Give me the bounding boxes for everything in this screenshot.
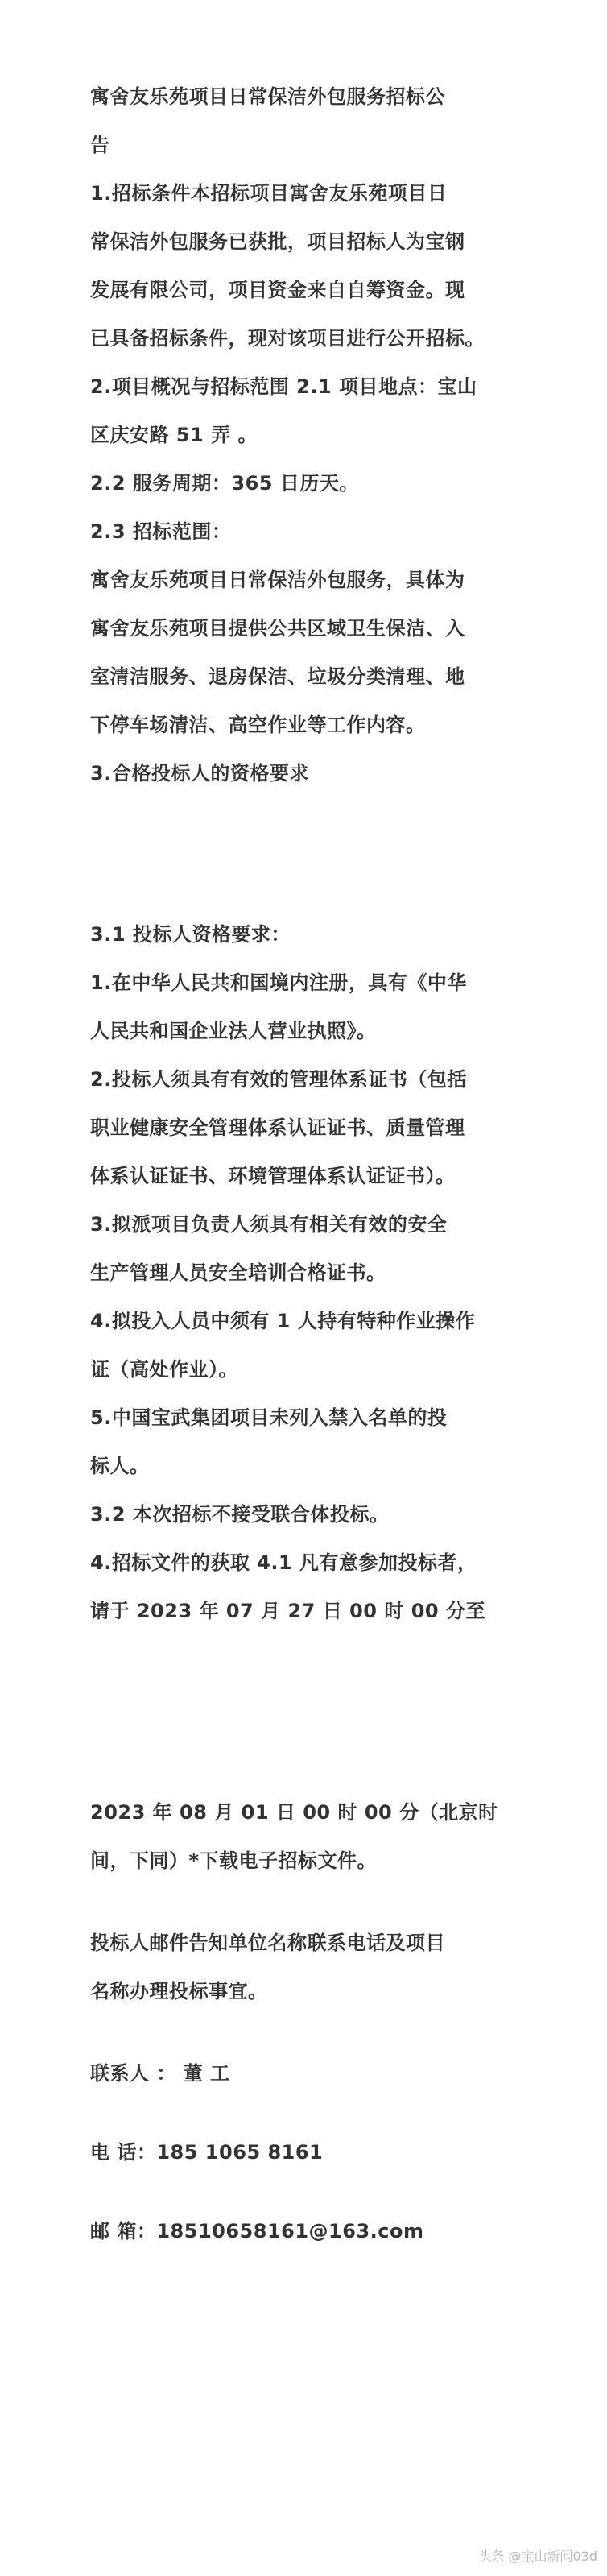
text-line: 3.拟派项目负责人须具有相关有效的安全 <box>90 1213 448 1236</box>
text-line: 标人。 <box>90 1455 150 1477</box>
section-qualifications <box>90 910 525 1635</box>
text-line: 已具备招标条件，现对该项目进行公开招标。 <box>90 327 485 350</box>
text-line: 2.项目概况与招标范围 2.1 项目地点：宝山 <box>90 375 477 398</box>
text-line: 职业健康安全管理体系认证证书、质量管理 <box>90 1116 465 1139</box>
text-line: 证（高处作业）。 <box>90 1358 238 1381</box>
text-line: 寓舍友乐苑项目日常保洁外包服务，具体为 <box>90 569 465 591</box>
contact-email <box>90 2207 525 2255</box>
section-download-period <box>90 1788 525 1885</box>
text-line: 2.投标人须具有有效的管理体系证书（包括 <box>90 1068 467 1091</box>
section-email-instructions <box>90 1919 525 2015</box>
text-line: 告 <box>90 134 110 156</box>
text-line: 寓舍友乐苑项目日常保洁外包服务招标公 <box>90 85 445 108</box>
contact-phone <box>90 2128 525 2176</box>
watermark: 头条 @宝山新闻03d <box>478 2549 597 2564</box>
text-line: 寓舍友乐苑项目提供公共区域卫生保洁、入 <box>90 617 465 640</box>
text-line: 间，下同）*下载电子招标文件。 <box>90 1849 378 1872</box>
text-line: 3.1 投标人资格要求： <box>90 923 291 946</box>
text-line: 3.合格投标人的资格要求 <box>90 762 309 785</box>
text-line: 请于 2023 年 07 月 27 日 00 时 00 分至 <box>90 1600 485 1622</box>
text-line: 体系认证证书、环境管理体系认证证书）。 <box>90 1165 456 1187</box>
text-line: 1.在中华人民共和国境内注册，具有《中华 <box>90 971 467 994</box>
text-line: 4.招标文件的获取 4.1 凡有意参加投标者， <box>90 1551 477 1574</box>
text-line: 生产管理人员安全培训合格证书。 <box>90 1261 386 1284</box>
contact-person <box>90 2049 525 2098</box>
section-intro <box>90 72 525 797</box>
text-line: 2023 年 08 月 01 日 00 时 00 分（北京时 <box>90 1801 498 1824</box>
text-line: 4.拟投入人员中须有 1 人持有特种作业操作 <box>90 1310 476 1332</box>
text-line: 常保洁外包服务已获批，项目招标人为宝钢 <box>90 230 465 253</box>
text-line: 1.招标条件本招标项目寓舍友乐苑项目日 <box>90 182 448 205</box>
text-line: 5.中国宝武集团项目未列入禁入名单的投 <box>90 1406 448 1429</box>
text-line: 下停车场清洁、高空作业等工作内容。 <box>90 714 426 736</box>
contact-person-text: 联系人 ： 董 工 <box>90 2062 230 2085</box>
text-line: 2.2 服务周期：365 日历天。 <box>90 472 359 495</box>
contact-email-text[interactable]: 邮 箱：18510658161@163.com <box>90 2220 424 2243</box>
text-line: 2.3 招标范围： <box>90 520 232 543</box>
text-line: 名称办理投标事宜。 <box>90 1980 268 2002</box>
text-line: 人民共和国企业法人营业执照》。 <box>90 1020 377 1042</box>
text-line: 投标人邮件告知单位名称联系电话及项目 <box>90 1932 445 1954</box>
text-line: 3.2 本次招标不接受联合体投标。 <box>90 1503 390 1526</box>
text-line: 发展有限公司，项目资金来自自筹资金。现 <box>90 279 465 301</box>
text-line: 室清洁服务、退房保洁、垃圾分类清理、地 <box>90 665 465 688</box>
contact-phone-text[interactable]: 电 话：185 1065 8161 <box>90 2141 324 2164</box>
text-line: 区庆安路 51 弄 。 <box>90 424 258 446</box>
